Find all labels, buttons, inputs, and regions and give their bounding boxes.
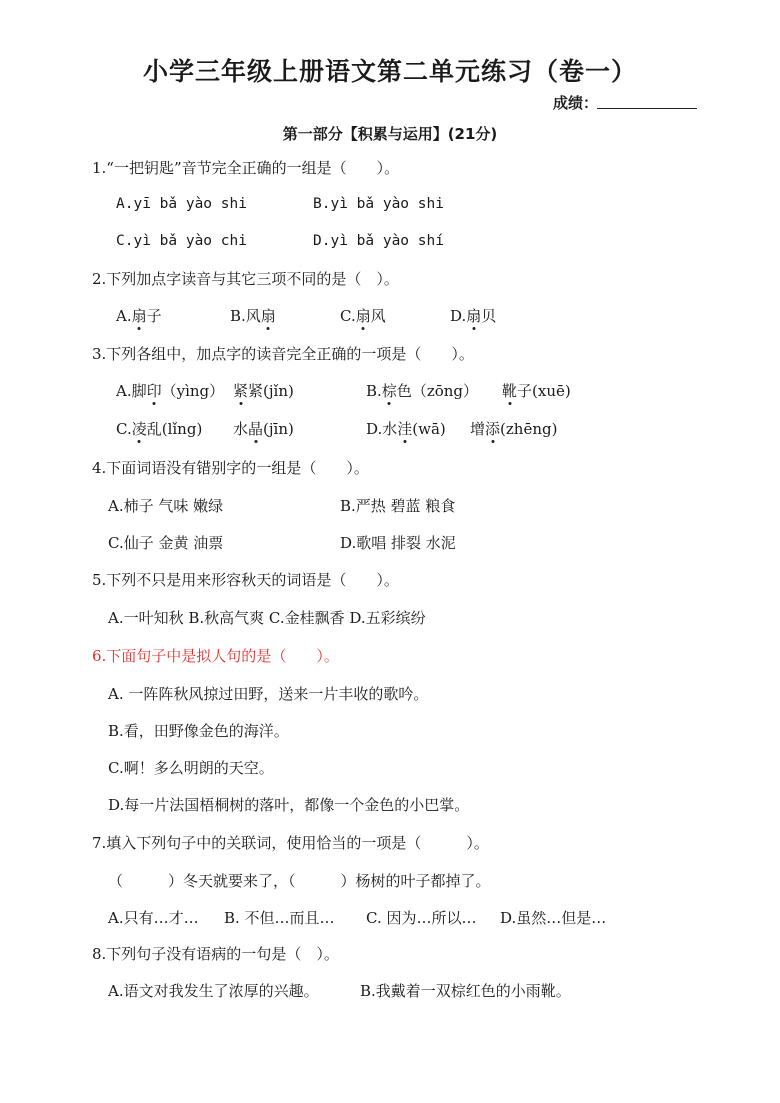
q1-option-d[interactable]: D.yì bǎ yào shí <box>313 233 444 249</box>
q3-option-a[interactable] <box>116 380 224 401</box>
q2-a-dotted-char: 扇 <box>131 307 147 325</box>
q4-option-c[interactable]: C.仙子 金黄 油票 <box>108 534 224 552</box>
q3-option-c-word2 <box>233 418 294 439</box>
q4-option-a[interactable]: A.柿子 气味 嫩绿 <box>108 497 224 515</box>
q2-stem: 2.下列加点字读音与其它三项不同的是（ ）。 <box>92 270 399 288</box>
score-label: 成绩： <box>553 94 599 112</box>
q3-b1-dotted-char: 棕 <box>381 382 397 400</box>
q4-option-b[interactable]: B.严热 碧蓝 粮食 <box>340 497 456 515</box>
q1-option-a[interactable]: A.yī bǎ yào shi <box>116 196 247 212</box>
q2-c-prefix: C. <box>340 307 356 325</box>
q3-a1-dotted-char: 印 <box>146 382 162 400</box>
q7-option-a[interactable]: A.只有…才… <box>108 909 199 927</box>
q3-d1-dotted-char: 洼 <box>397 420 413 438</box>
q2-a-prefix: A. <box>116 307 132 325</box>
q6-option-b[interactable]: B.看，田野像金色的海洋。 <box>108 722 289 740</box>
q8-option-b[interactable]: B.我戴着一双棕红色的小雨靴。 <box>360 982 571 1000</box>
q7-option-c[interactable]: C. 因为…所以… <box>366 909 477 927</box>
q3-c1-suffix: 乱(lǐng) <box>146 420 203 438</box>
page-title: 小学三年级上册语文第二单元练习（卷一） <box>142 57 637 86</box>
q5-options[interactable]: A.一叶知秋 B.秋高气爽 C.金桂飘香 D.五彩缤纷 <box>108 609 426 627</box>
q3-c1-dotted-char: 凌 <box>131 420 147 438</box>
q6-stem: 6.下面句子中是拟人句的是（ ）。 <box>92 647 339 665</box>
q1-stem: 1.“一把钥匙”音节完全正确的一组是（ ）。 <box>92 159 400 177</box>
q2-b-dotted-char: 扇 <box>260 307 276 325</box>
q3-option-d[interactable] <box>366 418 446 439</box>
q3-d1-suffix: (wā) <box>412 420 446 438</box>
q2-option-b[interactable] <box>230 305 276 326</box>
q3-a1-suffix: （yìng） <box>161 382 225 400</box>
q3-d1-prefix: D.水 <box>366 420 398 438</box>
q1-option-c[interactable]: C.yì bǎ yào chi <box>116 233 247 249</box>
q3-a2-dotted-char: 紧 <box>233 382 249 400</box>
q7-option-d[interactable]: D.虽然…但是… <box>500 909 607 927</box>
q7-stem: 7.填入下列句子中的关联词，使用恰当的一项是（ ）。 <box>92 834 489 852</box>
q3-c2-prefix: 水 <box>233 420 249 438</box>
q3-stem: 3.下列各组中，加点字的读音完全正确的一项是（ ）。 <box>92 345 474 363</box>
q5-stem: 5.下列不只是用来形容秋天的词语是（ ）。 <box>92 571 399 589</box>
q3-b1-suffix: 色（zōng） <box>396 382 479 400</box>
q3-b2-dotted-char: 靴 <box>502 382 518 400</box>
q3-a2-suffix: 紧(jǐn) <box>248 382 294 400</box>
q2-d-prefix: D. <box>450 307 467 325</box>
q3-c1-prefix: C. <box>116 420 132 438</box>
q3-c2-suffix: (jīn) <box>263 420 294 438</box>
q2-option-a[interactable] <box>116 305 162 326</box>
q6-option-d[interactable]: D.每一片法国梧桐树的落叶，都像一个金色的小巴掌。 <box>108 796 470 814</box>
q2-d-dotted-char: 扇 <box>466 307 482 325</box>
q3-a1-prefix: A.脚 <box>116 382 147 400</box>
q3-d2-dotted-char: 添 <box>485 420 501 438</box>
q2-option-d[interactable] <box>450 305 496 326</box>
q8-option-a[interactable]: A.语文对我发生了浓厚的兴趣。 <box>108 982 319 1000</box>
q1-option-b[interactable]: B.yì bǎ yào shi <box>313 196 444 212</box>
q3-d2-prefix: 增 <box>470 420 486 438</box>
q2-a-suffix: 子 <box>146 307 162 325</box>
q6-option-c[interactable]: C.啊！多么明朗的天空。 <box>108 759 274 777</box>
score-blank[interactable] <box>597 108 697 109</box>
q4-stem: 4.下面词语没有错别字的一组是（ ）。 <box>92 459 369 477</box>
q6-option-a[interactable]: A. 一阵阵秋风掠过田野，送来一片丰收的歌吟。 <box>108 685 429 703</box>
q3-option-b[interactable] <box>366 380 478 401</box>
q2-c-dotted-char: 扇 <box>355 307 371 325</box>
q3-option-a-word2 <box>233 380 294 401</box>
q3-c2-dotted-char: 晶 <box>248 420 264 438</box>
q3-b2-suffix: 子(xuē) <box>517 382 571 400</box>
q3-d2-suffix: (zhēng) <box>500 420 558 438</box>
q8-stem: 8.下列句子没有语病的一句是（ ）。 <box>92 945 339 963</box>
q7-option-b[interactable]: B. 不但…而且… <box>224 909 335 927</box>
q4-option-d[interactable]: D.歌唱 排裂 水泥 <box>340 534 456 552</box>
q3-option-c[interactable] <box>116 418 202 439</box>
q7-sentence: （ ）冬天就要来了，（ ）杨树的叶子都掉了。 <box>108 872 491 890</box>
q2-b-prefix: B.风 <box>230 307 261 325</box>
q3-b1-prefix: B. <box>366 382 382 400</box>
section-title: 第一部分【积累与运用】(21分) <box>282 125 498 143</box>
q3-option-d-word2 <box>470 418 557 439</box>
q2-c-suffix: 风 <box>370 307 386 325</box>
q2-option-c[interactable] <box>340 305 386 326</box>
q3-option-b-word2 <box>502 380 571 401</box>
q2-d-suffix: 贝 <box>481 307 497 325</box>
